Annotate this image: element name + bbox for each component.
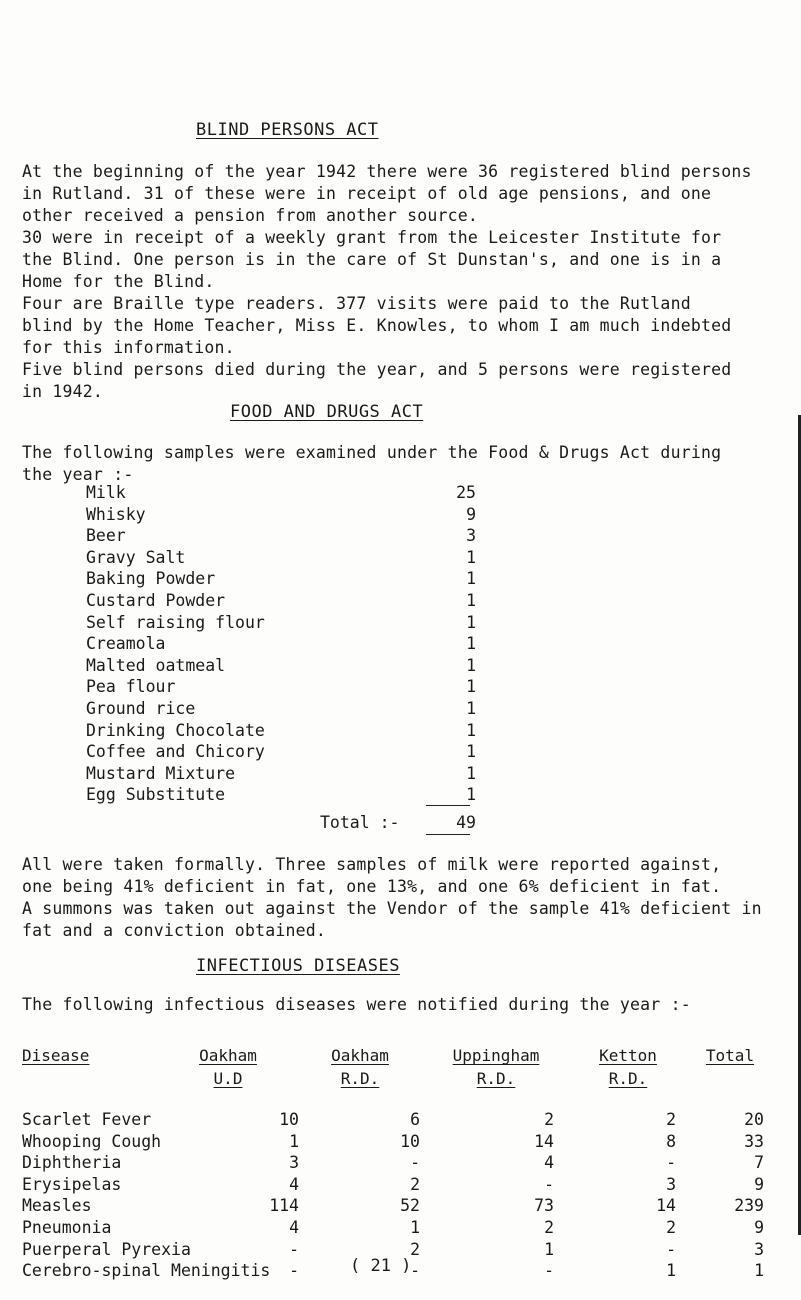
- sample-row: [86, 613, 476, 635]
- disease-name: Measles: [22, 1196, 92, 1216]
- sample-row: [86, 569, 476, 591]
- sample-count: 1: [466, 699, 476, 718]
- total-label: Total :-: [320, 813, 400, 832]
- table-cell: 2: [410, 1239, 420, 1259]
- sample-count: 1: [466, 591, 476, 610]
- sample-name: Pea flour: [86, 677, 176, 697]
- column-subheader: U.D: [213, 1069, 243, 1088]
- sample-count: 1: [466, 785, 476, 805]
- table-cell: 7: [754, 1153, 764, 1173]
- sample-name: Gravy Salt: [86, 547, 186, 567]
- sample-count: 1: [466, 547, 476, 567]
- table-row: [22, 1132, 792, 1154]
- table-cell: 4: [289, 1174, 299, 1194]
- table-cell: 4: [544, 1153, 554, 1173]
- sample-name: Whisky: [86, 504, 146, 524]
- table-cell: 1: [666, 1261, 676, 1281]
- sample-name: Ground rice: [86, 699, 196, 718]
- total-value: 49: [456, 813, 476, 832]
- table-cell: 9: [754, 1218, 764, 1237]
- sample-count: 1: [466, 612, 476, 632]
- disease-name: Puerperal Pyrexia: [22, 1239, 191, 1259]
- sample-row: [86, 526, 476, 548]
- table-cell: 52: [400, 1196, 420, 1216]
- sample-name: Custard Powder: [86, 591, 226, 610]
- disease-name: Erysipelas: [22, 1174, 122, 1194]
- table-cell: 73: [534, 1196, 554, 1216]
- column-subheader: R.D.: [340, 1069, 380, 1088]
- infectious-diseases-heading: INFECTIOUS DISEASES: [196, 956, 400, 976]
- table-cell: -: [289, 1261, 299, 1281]
- column-subheader: R.D.: [608, 1069, 648, 1088]
- sample-name: Malted oatmeal: [86, 655, 226, 675]
- total-row: [86, 813, 476, 835]
- sample-row: [86, 785, 476, 807]
- sample-count: 1: [466, 720, 476, 740]
- sample-row: [86, 677, 476, 699]
- sample-count: 3: [466, 526, 476, 546]
- table-cell: -: [410, 1261, 420, 1281]
- sample-name: Milk: [86, 483, 126, 502]
- disease-name: Scarlet Fever: [22, 1110, 152, 1129]
- sample-count: 25: [456, 483, 476, 502]
- table-cell: 1: [754, 1261, 764, 1281]
- sample-count: 1: [466, 677, 476, 697]
- table-cell: 8: [666, 1131, 676, 1151]
- total-rule: [426, 834, 470, 835]
- table-cell: -: [544, 1261, 554, 1281]
- table-cell: -: [544, 1174, 554, 1194]
- table-cell: 2: [666, 1218, 676, 1237]
- column-header: Disease: [22, 1046, 90, 1065]
- sample-name: Mustard Mixture: [86, 763, 236, 783]
- sample-row: [86, 483, 476, 505]
- sample-row: [86, 699, 476, 721]
- table-cell: 10: [400, 1131, 420, 1151]
- sample-count: 1: [466, 569, 476, 589]
- sample-row: [86, 721, 476, 743]
- table-cell: -: [666, 1153, 676, 1173]
- sample-name: Self raising flour: [86, 612, 265, 632]
- table-cell: 10: [279, 1110, 299, 1129]
- sample-row: [86, 505, 476, 527]
- column-header: Uppingham: [452, 1046, 540, 1065]
- sample-name: Creamola: [86, 634, 166, 654]
- table-cell: 2: [410, 1174, 420, 1194]
- sample-row: [86, 548, 476, 570]
- sample-count: 1: [466, 763, 476, 783]
- table-cell: 114: [269, 1196, 299, 1216]
- table-cell: 6: [410, 1110, 420, 1129]
- table-cell: 33: [744, 1131, 764, 1151]
- sample-row: [86, 656, 476, 678]
- blind-persons-act-heading: BLIND PERSONS ACT: [196, 120, 379, 140]
- sample-row: [86, 742, 476, 764]
- table-cell: 1: [289, 1131, 299, 1151]
- column-header: Oakham: [331, 1046, 389, 1065]
- table-row: [22, 1175, 792, 1197]
- disease-name: Diphtheria: [22, 1153, 122, 1173]
- table-cell: 3: [754, 1239, 764, 1259]
- table-cell: 20: [744, 1110, 764, 1129]
- table-cell: 4: [289, 1218, 299, 1237]
- infectious-diseases-intro: The following infectious diseases were notified during the year :-: [22, 995, 691, 1014]
- sample-name: Drinking Chocolate: [86, 720, 265, 740]
- table-row: [22, 1196, 792, 1218]
- table-cell: 1: [544, 1239, 554, 1259]
- food-samples-notes: All were taken formally. Three samples of milk were reported against, one being 41% deficient in fat, one 13%, and one 6% deficient in fat. A summons was taken out against the Vendor of the sample 41% deficient in fat and a conviction obtained.: [22, 855, 762, 940]
- table-cell: 14: [534, 1131, 554, 1151]
- sample-name: Beer: [86, 526, 126, 546]
- table-cell: -: [410, 1153, 420, 1173]
- table-row: [22, 1110, 792, 1132]
- table-cell: 1: [410, 1218, 420, 1237]
- table-cell: 239: [734, 1196, 764, 1216]
- table-row: [22, 1218, 792, 1240]
- table-cell: 14: [656, 1196, 676, 1216]
- table-row: [22, 1153, 792, 1175]
- food-samples-intro: The following samples were examined under the Food & Drugs Act during the year :-: [22, 443, 722, 484]
- column-header: Oakham: [199, 1046, 257, 1065]
- table-cell: 3: [289, 1153, 299, 1173]
- sample-row: [86, 764, 476, 786]
- column-subheader: R.D.: [476, 1069, 516, 1088]
- column-header: Total: [705, 1046, 755, 1065]
- table-cell: 9: [754, 1174, 764, 1194]
- blind-persons-paragraph: At the beginning of the year 1942 there were 36 registered blind persons in Rutland. 31 of these were in receipt of old age pensions, and one other received a pension from another source. 30 were in receipt of a weekly grant from the Leicester Institute for the Blind. One person is in the care of St Dunstan's, and one is in a Home for the Blind. Four are Braille type readers. 377 visits were paid to the Rutland blind by the Home Teacher, Miss E. Knowles, to whom I am much indebted for this information. Five blind persons died during the year, and 5 persons were registered in 1942.: [22, 162, 752, 401]
- table-cell: 2: [666, 1110, 676, 1129]
- table-cell: 2: [544, 1110, 554, 1129]
- food-and-drugs-act-heading: FOOD AND DRUGS ACT: [230, 402, 424, 422]
- sample-name: Coffee and Chicory: [86, 742, 265, 762]
- sample-count: 1: [466, 634, 476, 654]
- sample-row: [86, 634, 476, 656]
- table-cell: -: [289, 1239, 299, 1259]
- column-header: Ketton: [599, 1046, 657, 1065]
- sample-row: [86, 591, 476, 613]
- sample-count: 1: [466, 742, 476, 762]
- disease-name: Pneumonia: [22, 1218, 112, 1237]
- disease-name: Cerebro-spinal Meningitis: [22, 1261, 271, 1281]
- table-cell: 3: [666, 1174, 676, 1194]
- page-number: ( 21 ): [350, 1256, 412, 1276]
- table-cell: -: [666, 1239, 676, 1259]
- sample-count: 9: [466, 504, 476, 524]
- sample-count: 1: [466, 655, 476, 675]
- sample-name: Egg Substitute: [86, 785, 226, 805]
- subtotal-rule: [426, 805, 470, 806]
- disease-name: Whooping Cough: [22, 1131, 162, 1151]
- sample-name: Baking Powder: [86, 569, 216, 589]
- table-cell: 2: [544, 1218, 554, 1237]
